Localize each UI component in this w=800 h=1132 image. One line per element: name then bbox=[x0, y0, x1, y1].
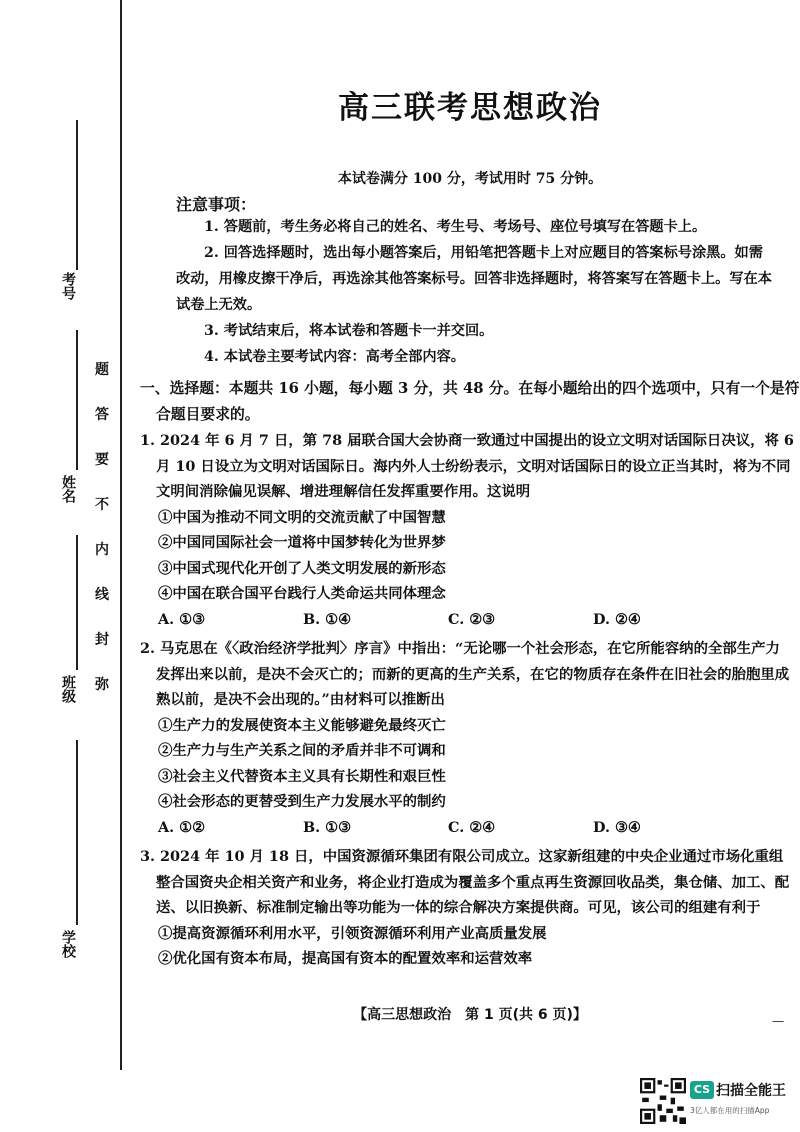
question-option: ②中国同国际社会一道将中国梦转化为世界梦 bbox=[158, 534, 446, 551]
question-stem: 3. 2024 年 10 月 18 日，中国资源循环集团有限公司成立。这家新组建的中央企业通过市场化重组整合国资央企相关资产和业务，将企业打造成为覆盖多个重点再生资源回收品类，集仓储、加工、配送、以旧换新、标准制定输出等功能为一体的综合解决方案提供商。可见，该公司的组建有利于 bbox=[140, 848, 790, 916]
seal-char: 要 bbox=[95, 452, 109, 468]
page-footer: 【高三思想政治 第 1 页(共 6 页)】 bbox=[353, 1007, 587, 1023]
answer-choices bbox=[140, 815, 794, 841]
note-item: 4. 本试卷主要考试内容：高考全部内容。 bbox=[204, 349, 465, 365]
seal-char: 线 bbox=[95, 587, 109, 603]
question-option: ①生产力的发展使资本主义能够避免最终灭亡 bbox=[158, 716, 446, 734]
question-option: ②优化国有资本布局，提高国有资本的配置效率和运营效率 bbox=[158, 950, 533, 967]
question-option: ①提高资源循环利用水平，引领资源循环利用产业高质量发展 bbox=[158, 924, 547, 942]
choice-b: B. ①③ bbox=[303, 818, 351, 836]
exam-no-line bbox=[76, 120, 78, 270]
question-option: ④社会形态的更替受到生产力发展水平的制约 bbox=[158, 793, 446, 810]
question-3 bbox=[140, 844, 794, 972]
question-option: ①中国为推动不同文明的交流贡献了中国智慧 bbox=[158, 508, 446, 526]
seal-text bbox=[92, 360, 112, 720]
section-heading: 一、选择题：本题共 16 小题，每小题 3 分，共 48 分。在每小题给出的四个选项中，只有一个是符合题目要求的。 bbox=[140, 380, 800, 423]
question-option: ③中国式现代化开创了人类文明发展的新形态 bbox=[158, 559, 446, 577]
note-item: 3. 考试结束后，将本试卷和答题卡一并交回。 bbox=[204, 323, 494, 339]
exam-title: 高三联考思想政治 bbox=[338, 90, 602, 126]
choice-c: C. ②④ bbox=[448, 818, 496, 836]
answer-choices bbox=[140, 607, 794, 633]
binding-line bbox=[120, 0, 122, 1070]
choice-d: D. ③④ bbox=[593, 818, 641, 836]
class-line bbox=[76, 535, 78, 670]
class-label: 班级 bbox=[60, 675, 76, 703]
question-option: ③社会主义代替资本主义具有长期性和艰巨性 bbox=[158, 767, 446, 785]
question-2 bbox=[140, 636, 794, 840]
seal-char: 弥 bbox=[95, 677, 109, 693]
note-item: 1. 答题前，考生务必将自己的姓名、考生号、考场号、座位号填写在答题卡上。 bbox=[204, 219, 707, 235]
camscanner-name: 扫描全能王 bbox=[716, 1083, 786, 1099]
question-stem: 2. 马克思在《〈政治经济学批判〉序言》中指出：“无论哪一个社会形态，在它所能容纳的全部生产力发挥出来以前，是决不会灭亡的；而新的更高的生产关系，在它的物质存在条件在旧社会的胎胞里成熟以前，是决不会出现的。”由材料可以推断出 bbox=[140, 640, 790, 708]
name-line bbox=[76, 330, 78, 470]
notes-heading: 注意事项： bbox=[176, 195, 257, 214]
qr-code-icon bbox=[640, 1078, 686, 1124]
seal-char: 内 bbox=[95, 542, 109, 558]
camscanner-logo-icon: CS bbox=[690, 1081, 714, 1099]
school-line bbox=[76, 740, 78, 925]
footer-dash: — bbox=[772, 1014, 784, 1028]
camscanner-slogan: 3亿人都在用的扫描App bbox=[690, 1106, 770, 1115]
exam-no-label: 考号 bbox=[60, 272, 76, 300]
choice-a: A. ①③ bbox=[158, 610, 205, 628]
question-1 bbox=[140, 428, 794, 632]
choice-b: B. ①④ bbox=[303, 610, 351, 628]
school-label: 学校 bbox=[60, 930, 76, 958]
question-option: ④中国在联合国平台践行人类命运共同体理念 bbox=[158, 585, 446, 602]
choice-a: A. ①② bbox=[158, 818, 205, 836]
question-stem: 1. 2024 年 6 月 7 日，第 78 届联合国大会协商一致通过中国提出的设立文明对话国际日决议，将 6 月 10 日设立为文明对话国际日。海内外人士纷纷表示，文明对话国际日的设立正当其时，将为不同文明间消除偏见误解、增进理解信任发挥重要作用。这说明 bbox=[140, 432, 794, 500]
seal-char: 不 bbox=[95, 497, 109, 513]
seal-char: 封 bbox=[95, 632, 109, 648]
name-label: 姓名 bbox=[60, 475, 76, 503]
seal-char: 答 bbox=[95, 407, 109, 423]
choice-d: D. ②④ bbox=[593, 610, 641, 628]
choice-c: C. ②③ bbox=[448, 610, 496, 628]
note-item: 2. 回答选择题时，选出每小题答案后，用铅笔把答题卡上对应题目的答案标号涂黑。如需改动，用橡皮擦干净后，再选涂其他答案标号。回答非选择题时，将答案写在答题卡上。写在本试卷上无效。 bbox=[176, 245, 772, 313]
exam-info: 本试卷满分 100 分，考试用时 75 分钟。 bbox=[337, 171, 603, 187]
notes-list bbox=[176, 214, 776, 370]
question-option: ②生产力与生产关系之间的矛盾并非不可调和 bbox=[158, 742, 446, 759]
seal-char: 题 bbox=[95, 362, 109, 378]
